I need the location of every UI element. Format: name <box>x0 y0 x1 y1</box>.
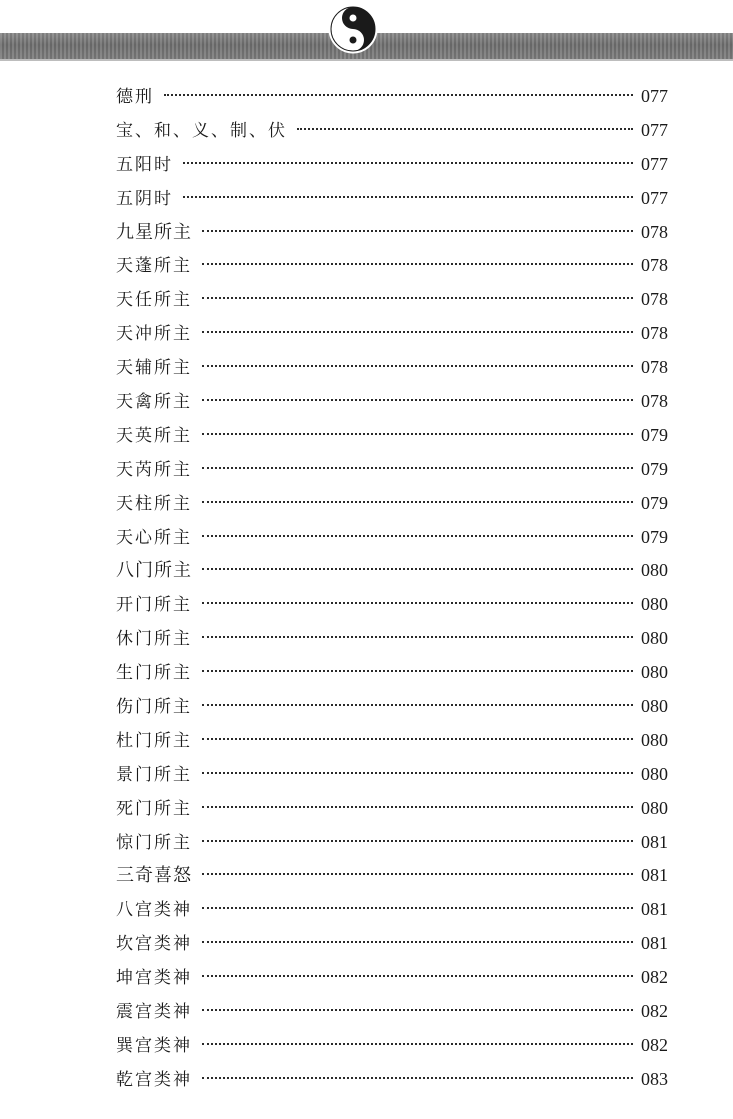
toc-entry[interactable] <box>116 351 668 385</box>
dot-leader <box>202 230 633 232</box>
toc-entry-page-number: 077 <box>641 153 668 174</box>
dot-leader <box>202 873 633 875</box>
toc-entry-page-number: 078 <box>641 289 668 310</box>
toc-entry[interactable] <box>116 724 668 758</box>
toc-entry-page-number: 080 <box>641 797 668 818</box>
toc-entry[interactable] <box>116 826 668 860</box>
toc-entry-title: 天冲所主 <box>116 324 192 345</box>
toc-entry[interactable] <box>116 216 668 250</box>
toc-entry-title: 九星所主 <box>116 221 192 243</box>
toc-entry-title: 天任所主 <box>116 290 192 311</box>
toc-entry[interactable] <box>116 148 668 182</box>
toc-entry[interactable] <box>116 792 668 826</box>
toc-entry-title: 天心所主 <box>116 527 192 548</box>
dot-leader <box>202 297 633 299</box>
toc-entry-page-number: 078 <box>641 221 668 242</box>
toc-entry-page-number: 080 <box>641 763 668 784</box>
toc-entry-title: 杜门所主 <box>116 730 192 751</box>
toc-entry[interactable] <box>116 80 668 114</box>
toc-entry-title: 天芮所主 <box>116 459 192 480</box>
toc-entry-title: 天辅所主 <box>116 358 192 379</box>
dot-leader <box>164 94 633 96</box>
toc-entry-page-number: 080 <box>641 662 668 683</box>
dot-leader <box>183 196 633 198</box>
dot-leader <box>202 806 633 808</box>
toc-entry-title: 景门所主 <box>116 764 192 785</box>
dot-leader <box>202 467 633 469</box>
toc-entry-page-number: 082 <box>641 967 668 988</box>
toc-entry-title: 巽宫类神 <box>116 1035 192 1056</box>
toc-entry[interactable] <box>116 1063 668 1097</box>
dot-leader <box>202 535 633 537</box>
toc-entry-page-number: 080 <box>641 696 668 717</box>
toc-entry-page-number: 079 <box>641 458 668 479</box>
dot-leader <box>202 1009 633 1011</box>
toc-entry-title: 宝、和、义、制、伏 <box>116 120 287 141</box>
toc-entry-title: 五阴时 <box>116 188 173 209</box>
toc-entry[interactable] <box>116 758 668 792</box>
dot-leader <box>202 772 633 774</box>
dot-leader <box>202 331 633 333</box>
dot-leader <box>202 975 633 977</box>
table-of-contents <box>116 80 668 1097</box>
toc-entry[interactable] <box>116 554 668 588</box>
toc-entry-page-number: 078 <box>641 255 668 276</box>
dot-leader <box>202 568 633 570</box>
dot-leader <box>202 704 633 706</box>
toc-entry-page-number: 080 <box>641 560 668 581</box>
toc-entry[interactable] <box>116 622 668 656</box>
toc-entry[interactable] <box>116 317 668 351</box>
toc-entry[interactable] <box>116 385 668 419</box>
toc-entry-page-number: 079 <box>641 424 668 445</box>
yin-yang-icon <box>328 4 378 54</box>
toc-entry-page-number: 083 <box>641 1068 668 1089</box>
toc-entry-page-number: 081 <box>641 865 668 886</box>
toc-entry[interactable] <box>116 961 668 995</box>
dot-leader <box>202 433 633 435</box>
toc-entry-page-number: 081 <box>641 831 668 852</box>
toc-entry-title: 休门所主 <box>116 629 192 650</box>
toc-entry[interactable] <box>116 283 668 317</box>
toc-entry-page-number: 081 <box>641 933 668 954</box>
toc-entry-page-number: 077 <box>641 86 668 106</box>
toc-entry[interactable] <box>116 893 668 927</box>
toc-entry[interactable] <box>116 487 668 521</box>
toc-entry-page-number: 080 <box>641 594 668 615</box>
toc-entry[interactable] <box>116 995 668 1029</box>
toc-entry-title: 生门所主 <box>116 663 192 684</box>
toc-entry[interactable] <box>116 249 668 283</box>
toc-entry-page-number: 079 <box>641 526 668 547</box>
dot-leader <box>202 602 633 604</box>
toc-entry-title: 乾宫类神 <box>116 1069 192 1090</box>
dot-leader <box>297 128 633 130</box>
dot-leader <box>202 263 633 265</box>
dot-leader <box>202 399 633 401</box>
toc-entry-page-number: 082 <box>641 1001 668 1022</box>
toc-entry-title: 天柱所主 <box>116 493 192 514</box>
dot-leader <box>202 1043 633 1045</box>
toc-entry-title: 死门所主 <box>116 798 192 819</box>
toc-entry-page-number: 079 <box>641 492 668 513</box>
dot-leader <box>202 941 633 943</box>
toc-entry-title: 坎宫类神 <box>116 934 192 955</box>
toc-entry-title: 震宫类神 <box>116 1002 192 1023</box>
toc-entry[interactable] <box>116 453 668 487</box>
toc-entry-page-number: 081 <box>641 899 668 920</box>
dot-leader <box>202 1077 633 1079</box>
toc-entry-title: 八宫类神 <box>116 900 192 921</box>
toc-entry-title: 天禽所主 <box>116 392 192 413</box>
toc-entry[interactable] <box>116 114 668 148</box>
dot-leader <box>202 670 633 672</box>
toc-entry-page-number: 080 <box>641 628 668 649</box>
toc-entry[interactable] <box>116 1029 668 1063</box>
toc-entry-title: 伤门所主 <box>116 697 192 718</box>
toc-entry-page-number: 077 <box>641 187 668 208</box>
toc-entry[interactable] <box>116 656 668 690</box>
toc-entry-title: 五阳时 <box>116 154 173 175</box>
toc-entry[interactable] <box>116 419 668 453</box>
toc-entry-page-number: 078 <box>641 323 668 344</box>
dot-leader <box>202 840 633 842</box>
toc-entry[interactable] <box>116 521 668 555</box>
toc-entry-page-number: 078 <box>641 357 668 378</box>
dot-leader <box>202 365 633 367</box>
toc-entry-title: 天英所主 <box>116 425 192 446</box>
toc-entry-title: 坤宫类神 <box>116 968 192 989</box>
toc-entry[interactable] <box>116 182 668 216</box>
dot-leader <box>202 738 633 740</box>
toc-entry-page-number: 080 <box>641 729 668 750</box>
toc-entry-page-number: 077 <box>641 119 668 140</box>
toc-entry-title: 八门所主 <box>116 560 192 582</box>
toc-entry[interactable] <box>116 588 668 622</box>
dot-leader <box>183 162 633 164</box>
toc-entry[interactable] <box>116 859 668 893</box>
toc-entry-title: 天蓬所主 <box>116 256 192 277</box>
toc-entry-page-number: 078 <box>641 391 668 412</box>
dot-leader <box>202 907 633 909</box>
toc-entry[interactable] <box>116 927 668 961</box>
toc-entry-title: 三奇喜怒 <box>116 865 192 887</box>
toc-entry-title: 德刑 <box>116 87 154 107</box>
toc-entry[interactable] <box>116 690 668 724</box>
toc-entry-page-number: 082 <box>641 1034 668 1055</box>
dot-leader <box>202 636 633 638</box>
toc-entry-title: 惊门所主 <box>116 832 192 853</box>
toc-entry-title: 开门所主 <box>116 595 192 616</box>
dot-leader <box>202 501 633 503</box>
